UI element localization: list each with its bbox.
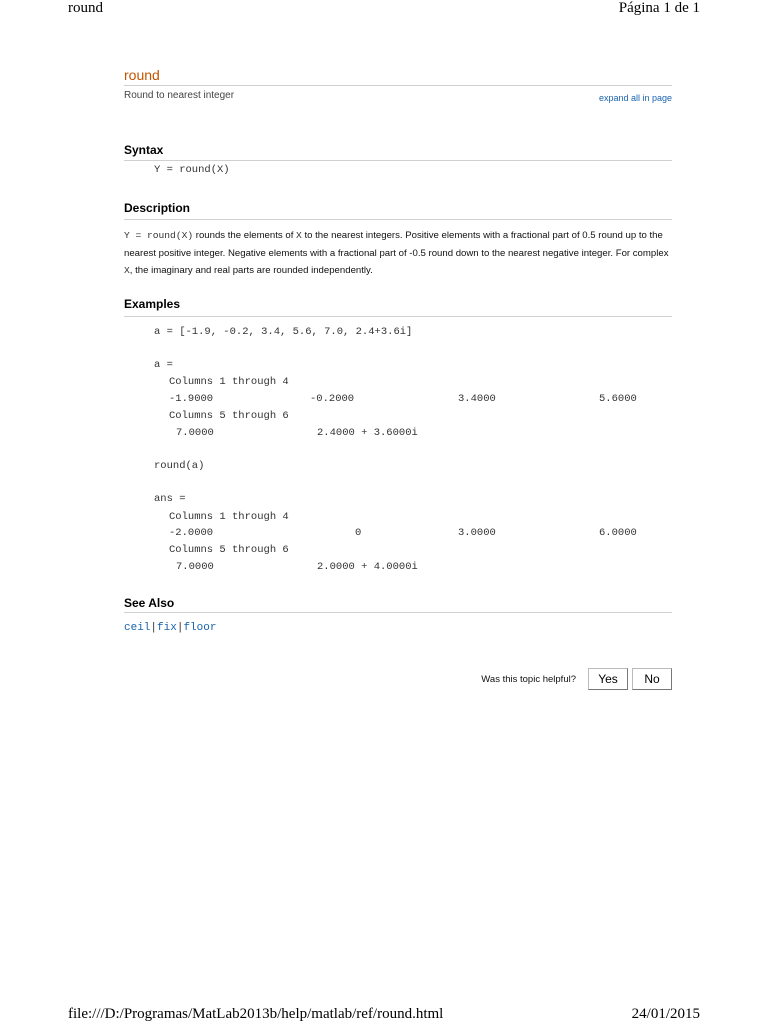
feedback-question: Was this topic helpful? bbox=[481, 673, 576, 685]
examples-heading: Examples bbox=[124, 297, 181, 311]
description-text-3: , the imaginary and real parts are rounded independently. bbox=[129, 265, 373, 276]
example-columns-header: Columns 5 through 6 bbox=[169, 410, 289, 422]
example-value: 7.0000 bbox=[176, 561, 214, 573]
link-separator: | bbox=[176, 622, 184, 634]
expand-all-link[interactable]: expand all in page bbox=[598, 93, 672, 103]
example-value: -2.0000 bbox=[169, 527, 214, 539]
description-code-x-2: X bbox=[124, 265, 130, 276]
description-divider bbox=[124, 219, 672, 220]
example-value: 0 bbox=[355, 527, 362, 539]
example-input-1: a = [-1.9, -0.2, 3.4, 5.6, 7.0, 2.4+3.6i] bbox=[154, 326, 413, 338]
example-value: 3.0000 bbox=[458, 527, 496, 539]
page-title: round bbox=[124, 67, 160, 83]
feedback-no-button[interactable]: No bbox=[632, 668, 672, 690]
example-input-2: round(a) bbox=[154, 460, 205, 472]
feedback-yes-button[interactable]: Yes bbox=[588, 668, 628, 690]
example-value: 7.0000 bbox=[176, 427, 214, 439]
print-footer-url: file:///D:/Programas/MatLab2013b/help/matlab/ref/round.html bbox=[68, 1006, 444, 1022]
example-value: 5.6000 bbox=[599, 393, 637, 405]
description-text bbox=[124, 227, 672, 280]
print-header-page-number: Página 1 de 1 bbox=[618, 0, 700, 16]
examples-divider bbox=[124, 316, 672, 317]
function-purpose: Round to nearest integer bbox=[124, 90, 235, 101]
example-output-label: a = bbox=[154, 359, 173, 371]
example-value: -0.2000 bbox=[310, 393, 355, 405]
syntax-heading: Syntax bbox=[124, 143, 164, 157]
link-separator: | bbox=[150, 622, 158, 634]
print-footer-date: 24/01/2015 bbox=[631, 1006, 700, 1022]
see-also-link-fix[interactable]: fix bbox=[157, 622, 177, 634]
syntax-code: Y = round(X) bbox=[154, 164, 230, 176]
example-value: 2.4000 + 3.6000i bbox=[317, 427, 418, 439]
title-divider bbox=[124, 85, 672, 86]
see-also-divider bbox=[124, 612, 672, 613]
description-text-2: to the nearest integers. Positive elements with a fractional part of 0.5 round up to the nearest positive integer. Negative elements with a fractional part of -0.5 round down to the nearest negative integer. For complex bbox=[124, 230, 669, 259]
example-value: 6.0000 bbox=[599, 527, 637, 539]
example-columns-header: Columns 1 through 4 bbox=[169, 511, 289, 523]
print-header bbox=[68, 0, 700, 17]
syntax-divider bbox=[124, 160, 672, 161]
example-columns-header: Columns 5 through 6 bbox=[169, 544, 289, 556]
see-also-links bbox=[124, 622, 216, 634]
description-code-call: Y = round(X) bbox=[124, 230, 194, 241]
description-code-x: X bbox=[296, 230, 302, 241]
example-value: 3.4000 bbox=[458, 393, 496, 405]
example-columns-header: Columns 1 through 4 bbox=[169, 376, 289, 388]
see-also-link-floor[interactable]: floor bbox=[183, 622, 217, 634]
example-output-label: ans = bbox=[154, 493, 186, 505]
description-heading: Description bbox=[124, 201, 191, 215]
feedback-bar bbox=[481, 668, 672, 690]
example-value: 2.0000 + 4.0000i bbox=[317, 561, 418, 573]
print-header-title: round bbox=[68, 0, 103, 16]
see-also-heading: See Also bbox=[124, 596, 175, 610]
see-also-link-ceil[interactable]: ceil bbox=[124, 622, 151, 634]
print-footer bbox=[68, 1006, 700, 1023]
description-text-1: rounds the elements of bbox=[193, 230, 297, 241]
example-value: -1.9000 bbox=[169, 393, 214, 405]
